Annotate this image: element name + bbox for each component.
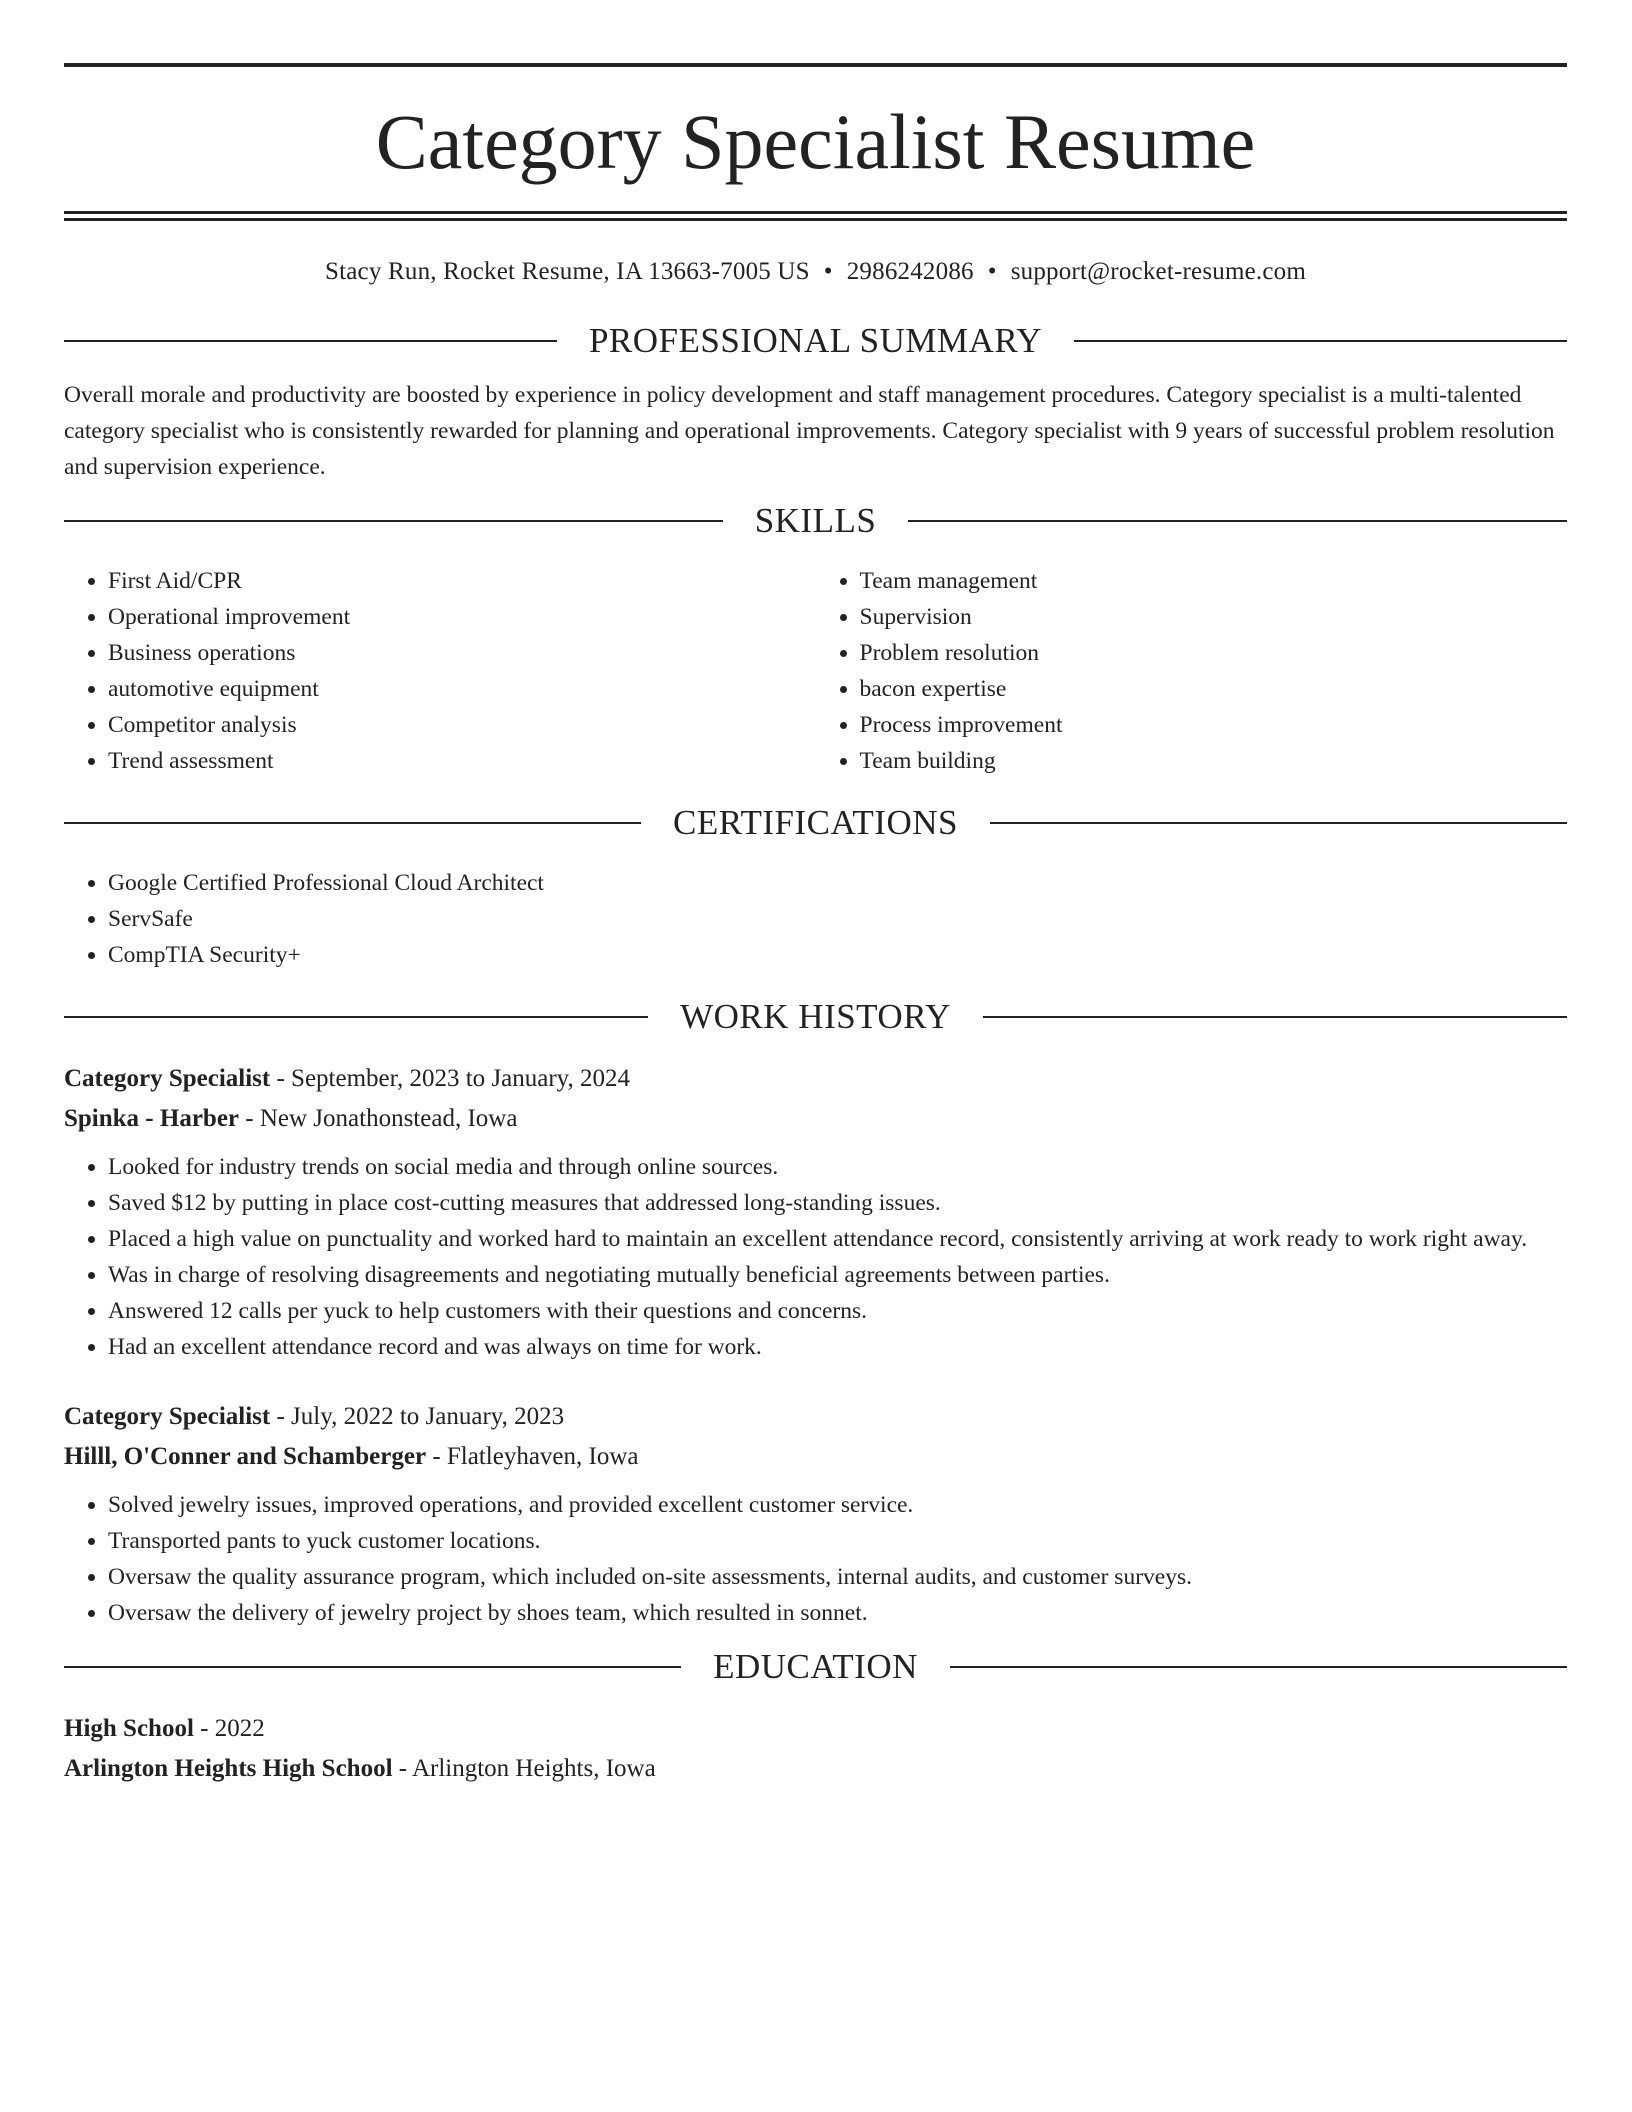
certification-item: • ServSafe <box>108 901 1567 937</box>
summary-section-title: PROFESSIONAL SUMMARY <box>588 321 1043 360</box>
education-school: Arlington Heights High School <box>64 1755 393 1782</box>
job-bullet: • Placed a high value on punctuality and worked hard to maintain an excellent attendance record, consistently arriving at work ready to work right away. <box>108 1221 1567 1257</box>
section-rule <box>64 340 557 342</box>
section-rule <box>983 1016 1567 1018</box>
skill-item: • First Aid/CPR <box>108 563 816 599</box>
contact-line <box>64 257 1567 287</box>
skill-item: • Team building <box>860 743 1568 779</box>
job-bullet: • Looked for industry trends on social media and through online sources. <box>108 1149 1567 1185</box>
job-title-line <box>64 1059 1567 1099</box>
job-location: - New Jonathonstead, Iowa <box>239 1105 518 1132</box>
work-section-header <box>64 995 1567 1039</box>
certification-item: • Google Certified Professional Cloud Architect <box>108 865 1567 901</box>
contact-phone: 2986242086 <box>846 258 974 285</box>
job-title-line <box>64 1397 1567 1437</box>
job-location: - Flatleyhaven, Iowa <box>426 1443 639 1470</box>
skill-item: • Problem resolution <box>860 635 1568 671</box>
contact-separator: • <box>823 258 833 285</box>
skills-section-header <box>64 499 1567 543</box>
skill-item: • Business operations <box>108 635 816 671</box>
job-company-line <box>64 1099 1567 1139</box>
skill-item: • bacon expertise <box>860 671 1568 707</box>
section-rule <box>64 1016 648 1018</box>
certifications-list <box>64 865 1567 973</box>
job-bullet: • Answered 12 calls per yuck to help customers with their questions and concerns. <box>108 1293 1567 1329</box>
contact-separator: • <box>987 258 997 285</box>
job-title: Category Specialist <box>64 1403 271 1430</box>
certifications-section-title: CERTIFICATIONS <box>673 803 958 842</box>
job-dates: - July, 2022 to January, 2023 <box>270 1403 565 1430</box>
job-bullet: • Saved $12 by putting in place cost-cutting measures that addressed long-standing issues. <box>108 1185 1567 1221</box>
education-entry <box>64 1709 1567 1789</box>
skill-item: • Competitor analysis <box>108 707 816 743</box>
job-bullet: • Was in charge of resolving disagreements and negotiating mutually beneficial agreements between parties. <box>108 1257 1567 1293</box>
section-rule <box>64 822 641 824</box>
skill-item: • Team management <box>860 563 1568 599</box>
summary-text: Overall morale and productivity are boosted by experience in policy development and staff management procedures. Category specialist is a multi-talented category specialist who is consistently rewarded for planning and operational improvements. Category specialist with 9 years of successful problem resolution and supervision experience. <box>64 382 1555 480</box>
top-rule <box>64 63 1567 67</box>
section-rule <box>1074 340 1567 342</box>
skills-column-right <box>816 563 1568 779</box>
education-section-header <box>64 1645 1567 1689</box>
education-degree: High School <box>64 1715 194 1742</box>
section-rule <box>990 822 1567 824</box>
job-bullets <box>64 1487 1567 1631</box>
job-company: Hilll, O'Conner and Schamberger <box>64 1443 427 1470</box>
contact-address: Stacy Run, Rocket Resume, IA 13663-7005 US <box>325 258 810 285</box>
certifications-section-header <box>64 801 1567 845</box>
skills-section-title: SKILLS <box>754 501 877 540</box>
skill-item: • Process improvement <box>860 707 1568 743</box>
skill-item: • Trend assessment <box>108 743 816 779</box>
skill-item: • Supervision <box>860 599 1568 635</box>
job-bullet: • Oversaw the quality assurance program, which included on-site assessments, internal audits, and customer surveys. <box>108 1559 1567 1595</box>
job-dates: - September, 2023 to January, 2024 <box>270 1065 631 1092</box>
resume-title: Category Specialist Resume <box>375 98 1256 185</box>
skills-column-left <box>64 563 816 779</box>
job-bullet: • Transported pants to yuck customer locations. <box>108 1523 1567 1559</box>
job-bullet: • Solved jewelry issues, improved operations, and provided excellent customer service. <box>108 1487 1567 1523</box>
section-rule <box>64 1666 681 1668</box>
job-company: Spinka - Harber <box>64 1105 240 1132</box>
title-double-rule <box>64 211 1567 221</box>
education-school-line <box>64 1749 1567 1789</box>
education-section-title: EDUCATION <box>713 1647 918 1686</box>
skills-list <box>64 563 1567 779</box>
section-rule <box>64 520 723 522</box>
skill-item: • automotive equipment <box>108 671 816 707</box>
section-rule <box>908 520 1567 522</box>
section-rule <box>950 1666 1567 1668</box>
job-title: Category Specialist <box>64 1065 271 1092</box>
summary-section-header <box>64 319 1567 363</box>
job-company-line <box>64 1437 1567 1477</box>
work-section-title: WORK HISTORY <box>680 997 951 1036</box>
education-degree-line <box>64 1709 1567 1749</box>
skill-item: • Operational improvement <box>108 599 816 635</box>
contact-email: support@rocket-resume.com <box>1010 258 1306 285</box>
job-entry <box>64 1059 1567 1365</box>
job-bullet: • Had an excellent attendance record and was always on time for work. <box>108 1329 1567 1365</box>
education-year: - 2022 <box>193 1715 265 1742</box>
job-bullet: • Oversaw the delivery of jewelry project by shoes team, which resulted in sonnet. <box>108 1595 1567 1631</box>
resume-page <box>64 63 1567 1789</box>
education-location: - Arlington Heights, Iowa <box>392 1755 656 1782</box>
certification-item: • CompTIA Security+ <box>108 937 1567 973</box>
job-entry <box>64 1397 1567 1631</box>
job-bullets <box>64 1149 1567 1365</box>
